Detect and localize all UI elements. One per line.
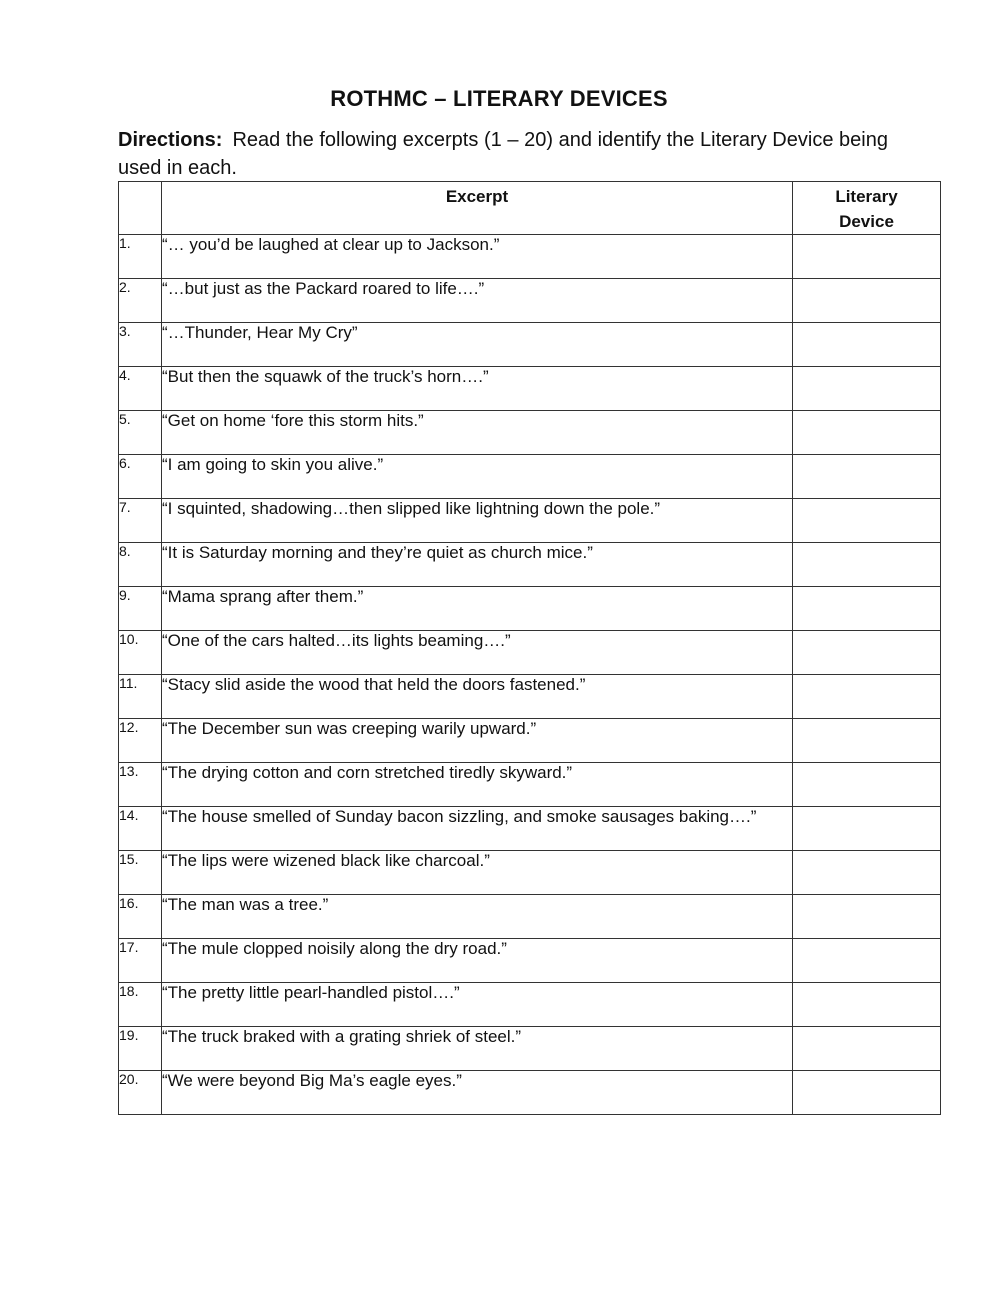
table-row <box>119 851 941 895</box>
table-row <box>119 1071 941 1115</box>
header-literary-device <box>793 182 941 235</box>
table-row <box>119 279 941 323</box>
row-number: 7. <box>119 499 162 543</box>
excerpt-text: “Get on home ‘fore this storm hits.” <box>162 411 793 455</box>
excerpt-text: “Mama sprang after them.” <box>162 587 793 631</box>
directions <box>118 126 888 182</box>
excerpt-text: “The truck braked with a grating shriek of steel.” <box>162 1027 793 1071</box>
row-number: 8. <box>119 543 162 587</box>
row-number: 13. <box>119 763 162 807</box>
excerpt-text: “The man was a tree.” <box>162 895 793 939</box>
literary-device-answer-cell[interactable] <box>793 323 941 367</box>
row-number: 2. <box>119 279 162 323</box>
excerpt-text: “The lips were wizened black like charcoal.” <box>162 851 793 895</box>
excerpt-text: “The December sun was creeping warily upward.” <box>162 719 793 763</box>
header-device-line1: Literary <box>835 187 898 206</box>
literary-device-answer-cell[interactable] <box>793 675 941 719</box>
row-number: 14. <box>119 807 162 851</box>
excerpt-text: “One of the cars halted…its lights beaming….” <box>162 631 793 675</box>
table-row <box>119 455 941 499</box>
table-row <box>119 631 941 675</box>
row-number: 6. <box>119 455 162 499</box>
literary-device-answer-cell[interactable] <box>793 719 941 763</box>
excerpt-text: “I squinted, shadowing…then slipped like lightning down the pole.” <box>162 499 793 543</box>
literary-device-answer-cell[interactable] <box>793 279 941 323</box>
row-number: 16. <box>119 895 162 939</box>
excerpt-text: “We were beyond Big Ma’s eagle eyes.” <box>162 1071 793 1115</box>
excerpt-text: “The drying cotton and corn stretched tiredly skyward.” <box>162 763 793 807</box>
table-body <box>119 235 941 1115</box>
excerpt-text: “The mule clopped noisily along the dry road.” <box>162 939 793 983</box>
literary-device-answer-cell[interactable] <box>793 763 941 807</box>
table-row <box>119 1027 941 1071</box>
row-number: 18. <box>119 983 162 1027</box>
table-row <box>119 543 941 587</box>
row-number: 11. <box>119 675 162 719</box>
literary-device-answer-cell[interactable] <box>793 367 941 411</box>
row-number: 19. <box>119 1027 162 1071</box>
header-device-line2: Device <box>839 212 894 231</box>
table-header-row <box>119 182 941 235</box>
row-number: 10. <box>119 631 162 675</box>
header-number <box>119 182 162 235</box>
literary-device-answer-cell[interactable] <box>793 1027 941 1071</box>
row-number: 4. <box>119 367 162 411</box>
table-row <box>119 235 941 279</box>
row-number: 3. <box>119 323 162 367</box>
table-row <box>119 719 941 763</box>
literary-device-answer-cell[interactable] <box>793 499 941 543</box>
table-row <box>119 587 941 631</box>
table-row <box>119 323 941 367</box>
literary-device-answer-cell[interactable] <box>793 939 941 983</box>
row-number: 20. <box>119 1071 162 1115</box>
literary-device-answer-cell[interactable] <box>793 587 941 631</box>
excerpt-text: “… you’d be laughed at clear up to Jackson.” <box>162 235 793 279</box>
excerpt-text: “Stacy slid aside the wood that held the doors fastened.” <box>162 675 793 719</box>
table-row <box>119 939 941 983</box>
excerpt-text: “I am going to skin you alive.” <box>162 455 793 499</box>
row-number: 12. <box>119 719 162 763</box>
row-number: 15. <box>119 851 162 895</box>
literary-device-answer-cell[interactable] <box>793 631 941 675</box>
table-row <box>119 763 941 807</box>
literary-device-answer-cell[interactable] <box>793 411 941 455</box>
literary-device-answer-cell[interactable] <box>793 543 941 587</box>
literary-device-answer-cell[interactable] <box>793 455 941 499</box>
row-number: 5. <box>119 411 162 455</box>
excerpt-text: “But then the squawk of the truck’s horn….” <box>162 367 793 411</box>
excerpt-text: “…Thunder, Hear My Cry” <box>162 323 793 367</box>
table-row <box>119 411 941 455</box>
table-row <box>119 807 941 851</box>
table-row <box>119 367 941 411</box>
table-row <box>119 675 941 719</box>
excerpts-table <box>118 181 941 1115</box>
literary-device-answer-cell[interactable] <box>793 1071 941 1115</box>
literary-device-answer-cell[interactable] <box>793 895 941 939</box>
row-number: 17. <box>119 939 162 983</box>
row-number: 9. <box>119 587 162 631</box>
header-excerpt: Excerpt <box>162 182 793 235</box>
table-row <box>119 983 941 1027</box>
table-row <box>119 499 941 543</box>
directions-label: Directions: <box>118 129 223 151</box>
literary-device-answer-cell[interactable] <box>793 851 941 895</box>
page-title: ROTHMC – LITERARY DEVICES <box>330 86 668 111</box>
row-number: 1. <box>119 235 162 279</box>
excerpt-text: “The house smelled of Sunday bacon sizzling, and smoke sausages baking….” <box>162 807 793 851</box>
excerpt-text: “The pretty little pearl-handled pistol….” <box>162 983 793 1027</box>
directions-text: Read the following excerpts (1 – 20) and identify the Literary Device being used in each. <box>118 129 888 179</box>
literary-device-answer-cell[interactable] <box>793 983 941 1027</box>
excerpt-text: “It is Saturday morning and they’re quiet as church mice.” <box>162 543 793 587</box>
literary-device-answer-cell[interactable] <box>793 807 941 851</box>
table-row <box>119 895 941 939</box>
excerpt-text: “…but just as the Packard roared to life….” <box>162 279 793 323</box>
literary-device-answer-cell[interactable] <box>793 235 941 279</box>
